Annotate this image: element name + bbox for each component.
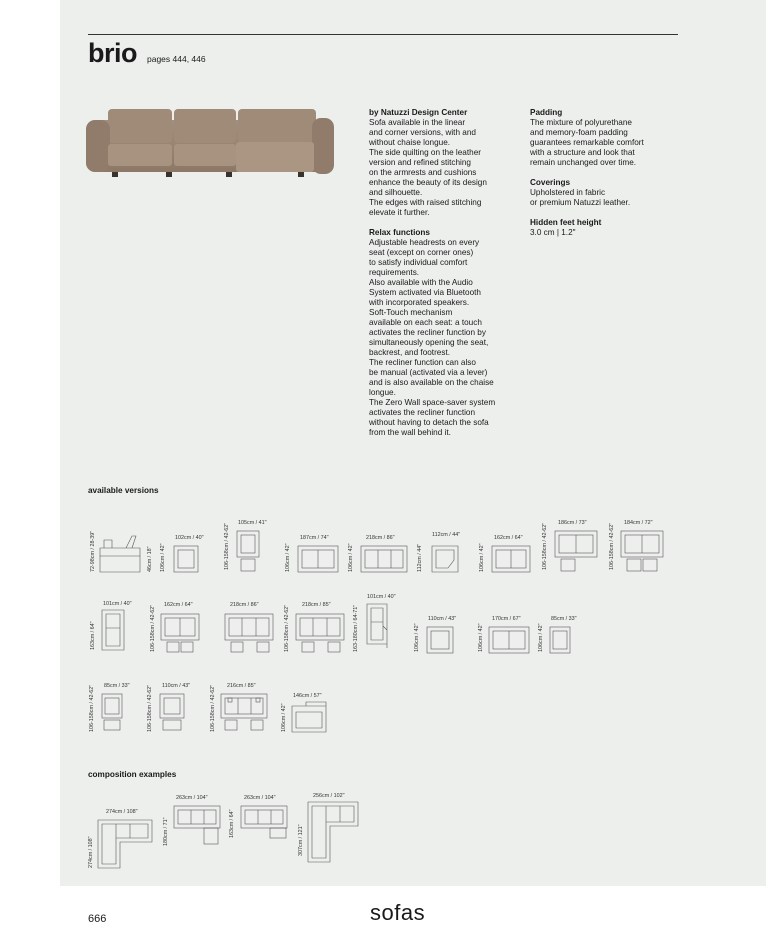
dim-label: 85cm / 33" <box>104 683 130 689</box>
relax-line: requirements. <box>369 268 420 277</box>
padding-line: The mixture of polyurethane <box>530 118 632 127</box>
dim-label: 216cm / 85" <box>227 683 256 689</box>
dim-label: 186cm / 73" <box>558 520 587 526</box>
dim-label: 46cm / 18" <box>147 546 153 572</box>
version-chaise-101-r2 <box>353 594 396 652</box>
relax-line: backrest, and footrest. <box>369 348 451 357</box>
feet-value: 3.0 cm | 1.2" <box>530 228 576 237</box>
dim-label: 106-158cm / 42-62" <box>224 522 230 570</box>
dim-label: 110cm / 43" <box>428 616 457 622</box>
version-sofa-162-r2 <box>150 602 199 652</box>
relax-line: activates the recliner function by <box>369 328 486 337</box>
relax-line: simultaneously opening the seat, <box>369 338 489 347</box>
relax-line: from the wall behind it. <box>369 428 451 437</box>
version-armchair-102 <box>147 535 204 572</box>
dim-label: 162cm / 64" <box>164 602 193 608</box>
dim-label: 163cm / 64" <box>90 621 96 650</box>
dim-label: 106cm / 42" <box>538 623 544 652</box>
composition-corner-274 <box>88 809 152 868</box>
intro-line: elevate it further. <box>369 208 430 217</box>
dim-label: 163cm / 64" <box>229 809 235 838</box>
relax-line: be manual (activated via a lever) <box>369 368 488 377</box>
intro-line: enhance the beauty of its design <box>369 178 487 187</box>
intro-line: and corner versions, with and <box>369 128 476 137</box>
padding-line: with a structure and look that <box>530 148 635 157</box>
feet-heading: Hidden feet height <box>530 218 602 227</box>
dim-label: 106cm / 42" <box>414 623 420 652</box>
dim-label: 187cm / 74" <box>300 535 329 541</box>
intro-line: without chaise longue. <box>369 138 451 147</box>
relax-line: Adjustable headrests on every <box>369 238 480 247</box>
dim-label: 106-158cm / 42-62" <box>542 522 548 570</box>
relax-line: and is also available on the chaise <box>369 378 494 387</box>
coverings-line: Upholstered in fabric <box>530 188 606 197</box>
relax-line: to satisfy individual comfort <box>369 258 468 267</box>
category-label: sofas <box>370 900 426 925</box>
version-chaise-146 <box>281 693 326 732</box>
dim-label: 106cm / 42" <box>285 543 291 572</box>
relax-heading: Relax functions <box>369 228 430 237</box>
relax-line: longue. <box>369 388 396 397</box>
dim-label: 263cm / 104" <box>244 795 276 801</box>
dim-label: 218cm / 86" <box>230 602 259 608</box>
dim-label: 218cm / 86" <box>366 535 395 541</box>
dim-label: 184cm / 72" <box>624 520 653 526</box>
version-sofa-186 <box>542 520 597 571</box>
dim-label: 307cm / 121" <box>298 824 304 856</box>
versions-heading: available versions <box>88 486 159 495</box>
dim-label: 146cm / 57" <box>293 693 322 699</box>
dim-label: 101cm / 40" <box>367 594 396 600</box>
relax-line: Also available with the Audio <box>369 278 473 287</box>
relax-line: seat (except on corner ones) <box>369 248 474 257</box>
dim-label: 85cm / 33" <box>551 616 577 622</box>
dim-label: 106cm / 42" <box>160 543 166 572</box>
dim-label: 106-158cm / 42-62" <box>210 684 216 732</box>
dim-label: 106-158cm / 42-62" <box>89 684 95 732</box>
dim-label: 106-158cm / 42-62" <box>609 522 615 570</box>
dim-label: 112cm / 44" <box>417 543 423 572</box>
intro-heading: by Natuzzi Design Center <box>369 108 468 117</box>
version-sofa-216 <box>210 683 267 732</box>
version-sofa-187 <box>285 535 338 572</box>
intro-line: on the armrests and cushions <box>369 168 477 177</box>
padding-line: remain unchanged over time. <box>530 158 637 167</box>
intro-line: Sofa available in the linear <box>369 118 466 127</box>
padding-heading: Padding <box>530 108 563 117</box>
composition-sofa-263-a <box>163 795 220 846</box>
version-sofa-184 <box>609 520 663 571</box>
dim-label: 180cm / 71" <box>163 817 169 846</box>
dim-label: 106cm / 42" <box>478 623 484 652</box>
version-recliner-armchair <box>90 531 140 572</box>
dim-label: 102cm / 40" <box>175 535 204 541</box>
version-corner-112 <box>417 532 460 572</box>
dim-label: 163-180cm / 64-71" <box>353 604 359 652</box>
intro-line: and silhouette. <box>369 188 423 197</box>
dim-label: 106cm / 42" <box>479 543 485 572</box>
dim-label: 106cm / 42" <box>281 703 287 732</box>
relax-line: with incorporated speakers. <box>369 298 470 307</box>
version-armchair-105 <box>224 520 267 571</box>
version-armchair-110 <box>414 616 456 653</box>
dim-label: 170cm / 67" <box>492 616 521 622</box>
relax-line: activates the recliner function <box>369 408 476 417</box>
version-sofa-218-r2 <box>225 602 273 652</box>
dim-label: 218cm / 85" <box>302 602 331 608</box>
intro-line: The edges with raised stitching <box>369 198 482 207</box>
relax-line: The Zero Wall space-saver system <box>369 398 496 407</box>
dim-label: 162cm / 64" <box>494 535 523 541</box>
dim-label: 263cm / 104" <box>176 795 208 801</box>
dim-label: 106cm / 42" <box>348 543 354 572</box>
dim-label: 274cm / 108" <box>106 809 138 815</box>
dim-label: 101cm / 40" <box>103 601 132 607</box>
version-sofa-170 <box>478 616 529 653</box>
version-seat-110-r3 <box>147 683 190 732</box>
dim-label: 106-158cm / 42-62" <box>150 604 156 652</box>
version-chaise-101 <box>90 601 132 650</box>
relax-line: System activated via Bluetooth <box>369 288 481 297</box>
padding-line: and memory-foam padding <box>530 128 628 137</box>
compositions-heading: composition examples <box>88 770 177 779</box>
version-sofa-218 <box>348 535 407 572</box>
dim-label: 256cm / 102" <box>313 793 345 799</box>
version-seat-85 <box>538 616 577 653</box>
dim-label: 112cm / 44" <box>432 532 461 538</box>
relax-line: The recliner function can also <box>369 358 476 367</box>
dim-label: 110cm / 43" <box>162 683 191 689</box>
composition-sofa-263-b <box>229 795 287 838</box>
version-seat-85-r3 <box>89 683 130 732</box>
relax-line: available on each seat: a touch <box>369 318 482 327</box>
padding-line: guarantees remarkable comfort <box>530 138 644 147</box>
dim-label: 106-158cm / 42-62" <box>284 604 290 652</box>
page-number: 666 <box>88 913 107 925</box>
dim-label: 106-158cm / 42-62" <box>147 684 153 732</box>
dim-label: 72-98cm / 28-39" <box>90 530 96 572</box>
coverings-line: or premium Natuzzi leather. <box>530 198 631 207</box>
dim-label: 105cm / 41" <box>238 520 267 526</box>
intro-line: version and refined stitching <box>369 158 471 167</box>
coverings-heading: Coverings <box>530 178 571 187</box>
page-reference: pages 444, 446 <box>147 54 206 64</box>
version-sofa-218-85 <box>284 602 344 652</box>
relax-line: Soft-Touch mechanism <box>369 308 453 317</box>
relax-line: without having to detach the sofa <box>369 418 489 427</box>
product-title: brio <box>88 38 137 68</box>
intro-line: The side quilting on the leather <box>369 148 481 157</box>
version-sofa-162 <box>479 535 530 572</box>
dim-label: 274cm / 108" <box>88 836 94 868</box>
composition-corner-256 <box>298 793 358 862</box>
